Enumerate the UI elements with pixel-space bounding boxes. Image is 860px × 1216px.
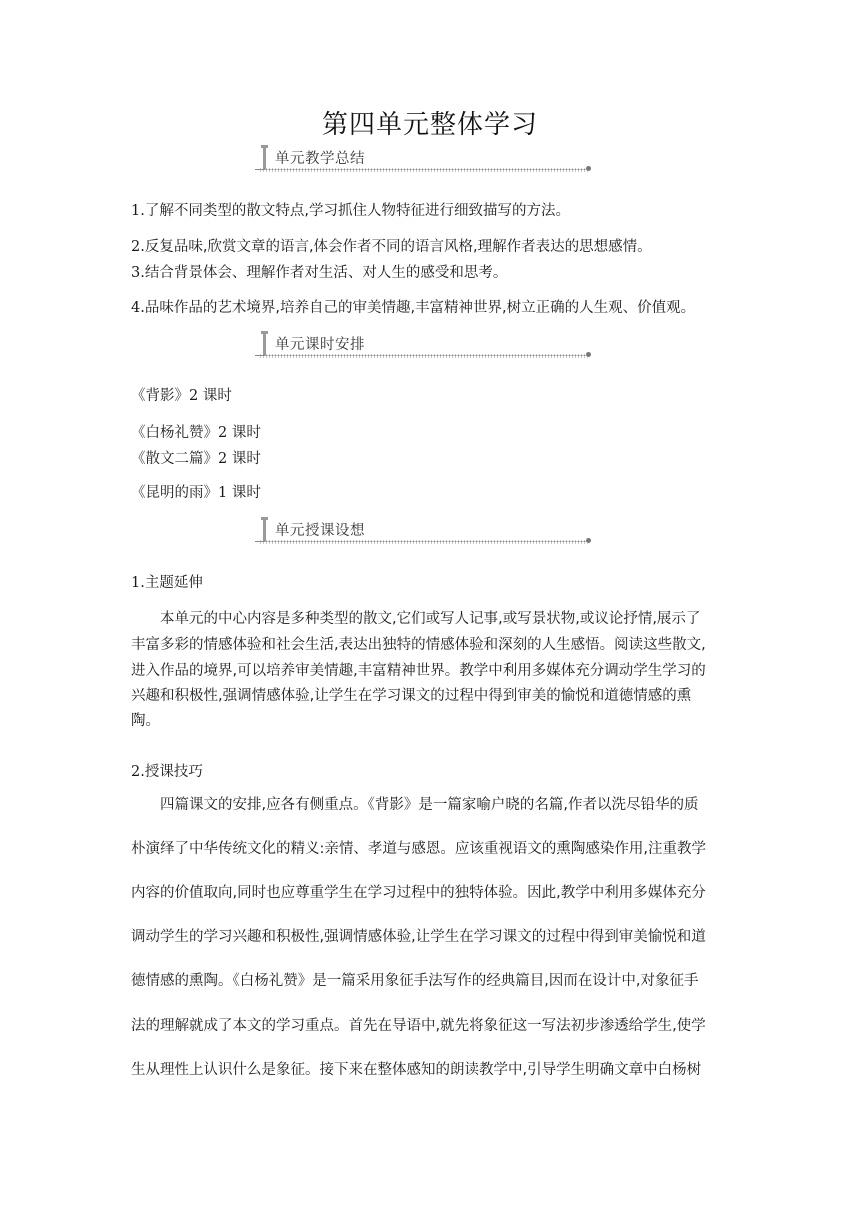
paragraph-line: 内容的价值取向,同时也应尊重学生在学习过程中的独特体验。因此,教学中利用多媒体充分 xyxy=(131,885,706,901)
paragraph-line: 生从理性上认识什么是象征。接下来在整体感知的朗读教学中,引导学生明确文章中白杨树 xyxy=(131,1062,702,1078)
schedule-item-3: 《散文二篇》2 课时 xyxy=(131,451,261,467)
paragraph-line: 德情感的熏陶。《白杨礼赞》是一篇采用象征手法写作的经典篇目,因而在设计中,对象征手 xyxy=(131,973,699,989)
end-dot-icon xyxy=(586,352,591,357)
paragraph-line: 丰富多彩的情感体验和社会生活,表达出独特的情感体验和深刻的人生感悟。阅读这些散文, xyxy=(131,637,706,653)
section-heading: 单元教学总结 xyxy=(275,151,365,167)
paragraph-line: 四篇课文的安排,应各有侧重点。《背影》是一篇家喻户晓的名篇,作者以洗尽铅华的质 xyxy=(160,797,699,813)
summary-item-3: 3.结合背景体会、理解作者对生活、对人生的感受和思考。 xyxy=(131,265,508,281)
section-header-teaching-plan xyxy=(259,519,589,545)
section-heading: 单元课时安排 xyxy=(275,337,365,353)
page-title: 第四单元整体学习 xyxy=(321,110,538,140)
pin-icon xyxy=(263,517,266,541)
section-header-teaching-summary xyxy=(259,147,589,173)
summary-item-2: 2.反复品味,欣赏文章的语言,体会作者不同的语言风格,理解作者表达的思想感情。 xyxy=(131,239,652,255)
paragraph-line: 本单元的中心内容是多种类型的散文,它们或写人记事,或写景状物,或议论抒情,展示了 xyxy=(160,611,701,627)
section-header-schedule xyxy=(259,333,589,359)
end-dot-icon xyxy=(586,166,591,171)
schedule-item-1: 《背影》2 课时 xyxy=(131,388,232,404)
paragraph-line: 兴趣和积极性,强调情感体验,让学生在学习课文的过程中得到审美的愉悦和道德情感的熏 xyxy=(131,688,692,704)
schedule-item-4: 《昆明的雨》1 课时 xyxy=(131,485,261,501)
paragraph-line: 陶。 xyxy=(131,713,160,729)
pin-icon xyxy=(263,331,266,355)
pin-icon xyxy=(263,145,266,169)
paragraph-line: 进入作品的境界,可以培养审美情趣,丰富精神世界。教学中利用多媒体充分调动学生学习的 xyxy=(131,663,706,679)
subheading-teaching-skills: 2.授课技巧 xyxy=(131,764,203,780)
summary-item-1: 1.了解不同类型的散文特点,学习抓住人物特征进行细致描写的方法。 xyxy=(131,203,570,219)
schedule-item-2: 《白杨礼赞》2 课时 xyxy=(131,425,261,441)
dotted-rule xyxy=(259,540,589,544)
summary-item-4: 4.品味作品的艺术境界,培养自己的审美情趣,丰富精神世界,树立正确的人生观、价值观。 xyxy=(131,300,696,316)
section-heading: 单元授课设想 xyxy=(275,523,365,539)
subheading-theme-extension: 1.主题延伸 xyxy=(131,575,203,591)
paragraph-line: 法的理解就成了本文的学习重点。首先在导语中,就先将象征这一写法初步渗透给学生,使学 xyxy=(131,1018,706,1034)
dotted-rule xyxy=(259,354,589,358)
paragraph-line: 朴演绎了中华传统文化的精义:亲情、孝道与感恩。应该重视语文的熏陶感染作用,注重教学 xyxy=(131,841,706,857)
paragraph-line: 调动学生的学习兴趣和积极性,强调情感体验,让学生在学习课文的过程中得到审美愉悦和道 xyxy=(131,929,706,945)
end-dot-icon xyxy=(586,538,591,543)
dotted-rule xyxy=(259,168,589,172)
